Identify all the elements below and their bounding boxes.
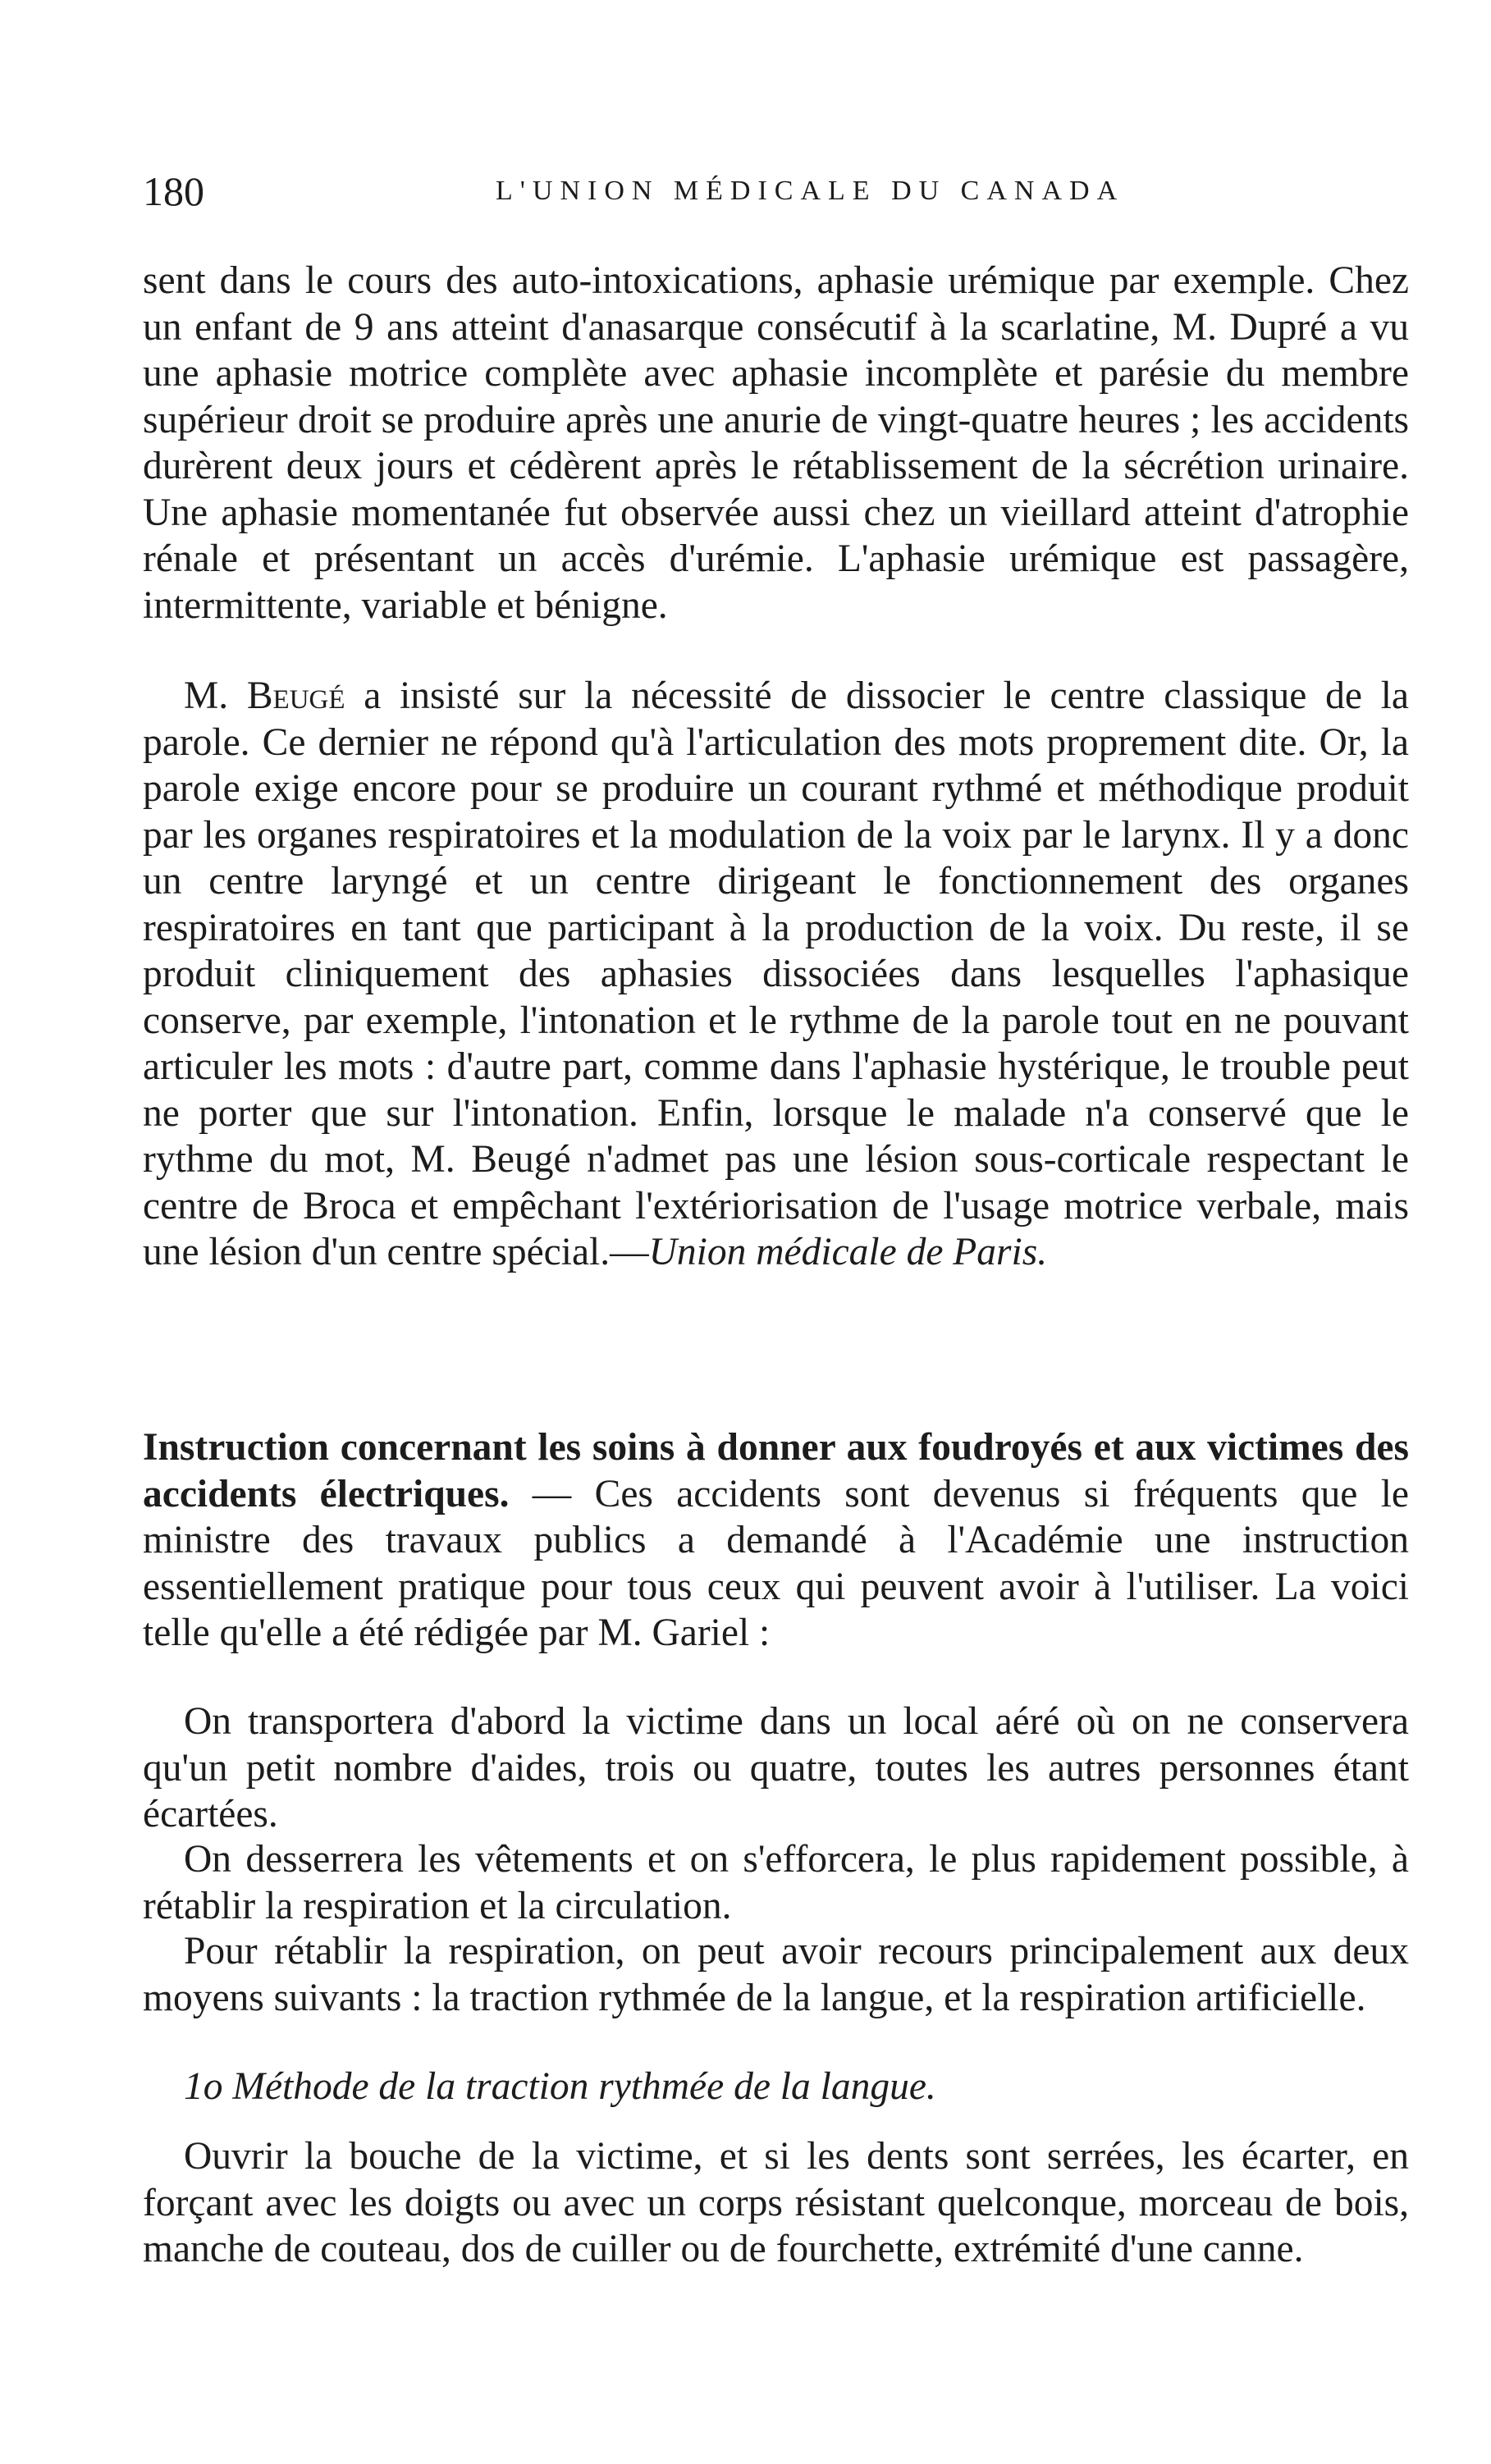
- source-citation: Union médicale de Paris.: [648, 1231, 1048, 1273]
- paragraph-transport-victime: On transportera d'abord la victime dans un local aéré où on ne conservera qu'un petit nombre d'aides, trois ou quatre, toutes les autres personnes étant écartées.: [143, 1700, 1409, 1835]
- method-heading: 1o Méthode de la traction rythmée de la langue.: [184, 2065, 936, 2108]
- paragraph-aphasie-uremique: sent dans le cours des auto-intoxications, aphasie urémique par exemple. Chez un enfant de 9 ans atteint d'anasarque consécutif à la scarlatine, M. Dupré a vu une aphasie motrice complète avec aphasie incomplète et parésie du membre supérieur droit se produire après une anurie de vingt-quatre heures ; les accidents durèrent deux jours et cédèrent après le rétablissement de la sécrétion urinaire. Une aphasie momentanée fut observée aussi chez un vieillard atteint d'atrophie rénale et présentant un accès d'urémie. L'aphasie urémique est passagère, intermittente, variable et bénigne.: [143, 259, 1409, 627]
- section-instruction: [143, 1424, 1409, 1657]
- page-header: [143, 168, 1409, 217]
- section-title: Instruction concernant les soins à donner aux foudroyés et aux victimes des accidents électriques.: [143, 1426, 1409, 1515]
- section-body: — Ces accidents sont devenus si fréquents que le ministre des travaux publics a demandé à l'Académie une instruction essentiellement pratique pour tous ceux qui peuvent avoir à l'utiliser. La voici telle qu'elle a été rédigée par M. Gariel :: [143, 1472, 1409, 1654]
- paragraph-beuge-prefix: M.: [184, 674, 247, 717]
- paragraph-retablir-respiration: Pour rétablir la respiration, on peut avoir recours principalement aux deux moyens suivants : la traction rythmée de la langue, et la respiration artificielle.: [143, 1930, 1409, 2019]
- paragraph-ouvrir-bouche: Ouvrir la bouche de la victime, et si les dents sont serrées, les écarter, en forçant avec les doigts ou avec un corps résistant quelconque, morceau de bois, manche de couteau, dos de cuiller ou de fourchette, extrémité d'une canne.: [143, 2135, 1409, 2270]
- paragraph-beuge: [143, 673, 1409, 1276]
- paragraph-beuge-body: a insisté sur la nécessité de dissocier le centre classique de la parole. Ce dernier ne répond qu'à l'articulation des mots proprement dite. Or, la parole exige encore pour se produire un courant rythmé et méthodique produit par les organes respiratoires et la modulation de la voix par le larynx. Il y a donc un centre laryngé et un centre dirigeant le fonctionnement des organes respiratoires en tant que participant à la production de la voix. Du reste, il se produit cliniquement des aphasies dissociées dans lesquelles l'aphasique conserve, par exemple, l'intonation et le rythme de la parole tout en ne pouvant articuler les mots : d'autre part, comme dans l'aphasie hystérique, le trouble peut ne porter que sur l'intonation. Enfin, lorsque le malade n'a conservé que le rythme du mot, M. Beugé n'admet pas une lésion sous-corticale respectant le centre de Broca et empêchant l'extériorisation de l'usage motrice verbale, mais une lésion d'un centre spécial.—: [143, 674, 1409, 1273]
- paragraph-desserrer-vetements: On desserrera les vêtements et on s'efforcera, le plus rapidement possible, à rétablir la respiration et la circulation.: [143, 1838, 1409, 1927]
- page-number: 180: [143, 168, 204, 214]
- author-name-beuge: Beugé: [246, 674, 345, 717]
- running-head: L'UNION MÉDICALE DU CANADA: [496, 176, 1125, 206]
